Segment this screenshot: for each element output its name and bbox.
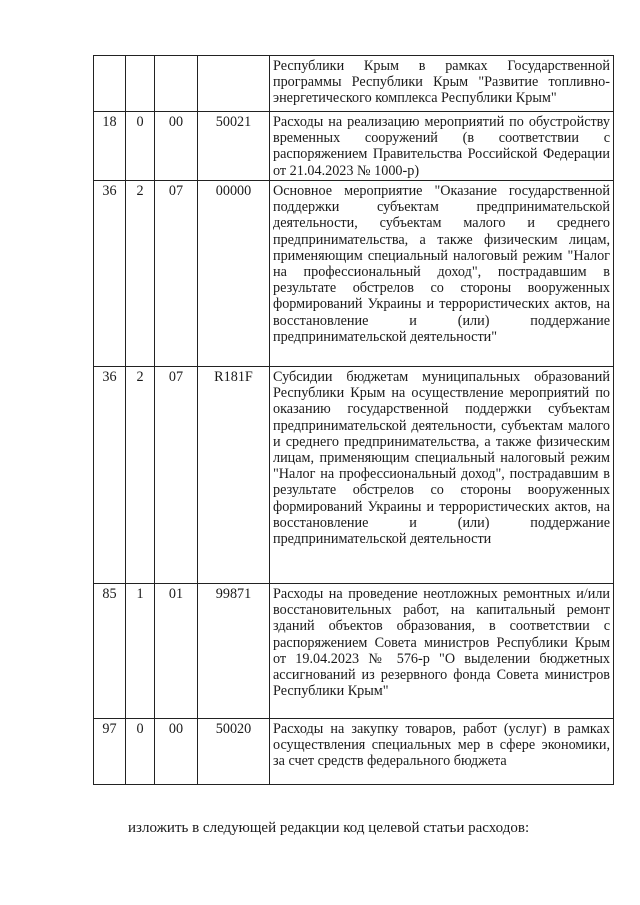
code-cell-direction: 99871 (198, 584, 270, 719)
code-cell-direction (198, 56, 270, 112)
code-cell-event: 07 (155, 181, 198, 367)
code-cell-event: 00 (155, 112, 198, 181)
code-cell-program: 36 (94, 367, 126, 584)
code-cell-subprogram: 2 (126, 367, 155, 584)
code-cell-subprogram: 1 (126, 584, 155, 719)
code-cell-direction: 50021 (198, 112, 270, 181)
code-cell-program: 36 (94, 181, 126, 367)
description-cell: Расходы на реализацию мероприятий по обустройству временных сооружений (в соответствии с распоряжением Правительства Российской Федерации от 21.04.2023 № 1000-р) (270, 112, 614, 181)
code-cell-program: 97 (94, 719, 126, 785)
code-cell-program: 85 (94, 584, 126, 719)
code-cell-event (155, 56, 198, 112)
budget-codes-table (93, 55, 614, 785)
description-cell: Субсидии бюджетам муниципальных образований Республики Крым на осуществление мероприятий по оказанию государственной поддержки субъектам предпринимательской деятельности, субъектам малого и среднего предпринимательства, а также физическим лицам, применяющим специальный налоговый режим "Налог на профессиональный доход", пострадавшим в результате обстрелов со стороны вооруженных формирований Украины и террористических актов, на восстановление и (или) поддержание предпринимательской деятельности (270, 367, 614, 584)
table-row (94, 584, 614, 719)
code-cell-subprogram (126, 56, 155, 112)
code-cell-direction: 50020 (198, 719, 270, 785)
code-cell-subprogram: 2 (126, 181, 155, 367)
code-cell-event: 01 (155, 584, 198, 719)
code-cell-direction: R181F (198, 367, 270, 584)
description-cell: Основное мероприятие "Оказание государственной поддержки субъектам предпринимательской деятельности, субъектам малого и среднего предпринимательства, а также физическим лицам, применяющим специальный налоговый режим "Налог на профессиональный доход", пострадавшим в результате обстрелов со стороны вооруженных формирований Украины и террористических актов, на восстановление и (или) поддержание предпринимательской деятельности" (270, 181, 614, 367)
code-cell-program: 18 (94, 112, 126, 181)
instruction-paragraph: изложить в следующей редакции код целевой статьи расходов: (128, 820, 530, 836)
code-cell-direction: 00000 (198, 181, 270, 367)
code-cell-event: 07 (155, 367, 198, 584)
description-cell: Расходы на проведение неотложных ремонтных и/или восстановительных работ, на капитальный ремонт зданий объектов образования, в соответствии с распоряжением Совета министров Республики Крым от 19.04.2023 № 576-р "О выделении бюджетных ассигнований из резервного фонда Совета министров Республики Крым" (270, 584, 614, 719)
description-cell: Расходы на закупку товаров, работ (услуг) в рамках осуществления специальных мер в сфере экономики, за счет средств федерального бюджета (270, 719, 614, 785)
code-cell-subprogram: 0 (126, 719, 155, 785)
code-cell-event: 00 (155, 719, 198, 785)
description-cell: Республики Крым в рамках Государственной программы Республики Крым "Развитие топливно-энергетического комплекса Республики Крым" (270, 56, 614, 112)
table-row (94, 112, 614, 181)
code-cell-subprogram: 0 (126, 112, 155, 181)
table-row (94, 56, 614, 112)
table-row (94, 719, 614, 785)
table-row (94, 367, 614, 584)
table-row (94, 181, 614, 367)
code-cell-program (94, 56, 126, 112)
